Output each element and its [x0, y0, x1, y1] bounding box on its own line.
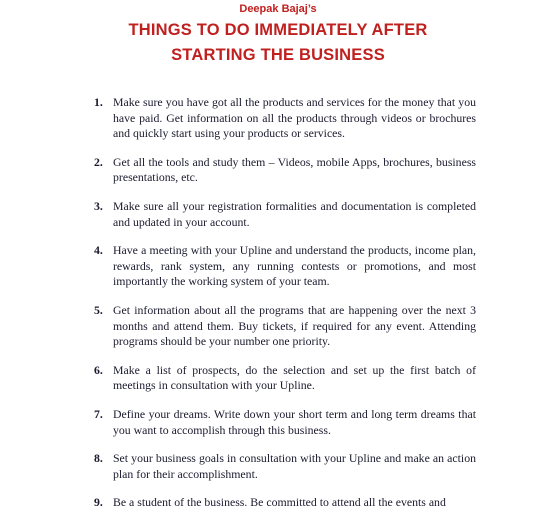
title-line-1: THINGS TO DO IMMEDIATELY AFTER [128, 21, 428, 39]
item-number: 2. [94, 154, 103, 169]
author-name: Deepak Bajaj’s [239, 3, 317, 15]
item-text: Get information about all the programs that are happening over the next 3 months and attend them. Buy tickets, if required for any event. Attending programs should be your number one priority. [113, 302, 476, 349]
item-number: 4. [94, 243, 103, 258]
item-number: 7. [94, 406, 103, 421]
item-text: Make sure all your registration formalities and documentation is completed and updated in your account. [113, 198, 476, 229]
action-list [94, 95, 476, 524]
item-text: Have a meeting with your Upline and understand the products, income plan, rewards, rank system, any running contests or promotions, and most importantly the working system of your team. [113, 243, 476, 289]
title-line-2: STARTING THE BUSINESS [171, 46, 385, 64]
item-number: 9. [94, 495, 103, 510]
item-number: 8. [94, 451, 103, 466]
list-item [94, 303, 476, 350]
item-number: 3. [94, 198, 103, 213]
item-text: Define your dreams. Write down your short term and long term dreams that you want to accomplish through this business. [113, 406, 476, 437]
item-number: 5. [94, 302, 103, 317]
item-text: Make sure you have got all the products and services for the money that you have paid. Get information on all the products through videos or brochures and quickly start using your products or services. [113, 95, 476, 141]
item-text: Get all the tools and study them – Videos, mobile Apps, brochures, business presentations, etc. [113, 154, 476, 185]
item-number: 6. [94, 362, 103, 377]
item-text: Make a list of prospects, do the selection and set up the first batch of meetings in consultation with your Upline. [113, 362, 476, 393]
item-text: Set your business goals in consultation with your Upline and make an action plan for their accomplishment. [113, 451, 476, 481]
list-item [94, 495, 476, 511]
list-item [94, 243, 476, 290]
list-item [94, 95, 476, 142]
list-item [94, 451, 476, 482]
list-item [94, 363, 476, 394]
list-item [94, 407, 476, 438]
item-text: Be a student of the business. Be committed to attend all the events and [113, 495, 446, 510]
item-number: 1. [94, 95, 103, 109]
list-item [94, 199, 476, 230]
list-item [94, 155, 476, 186]
